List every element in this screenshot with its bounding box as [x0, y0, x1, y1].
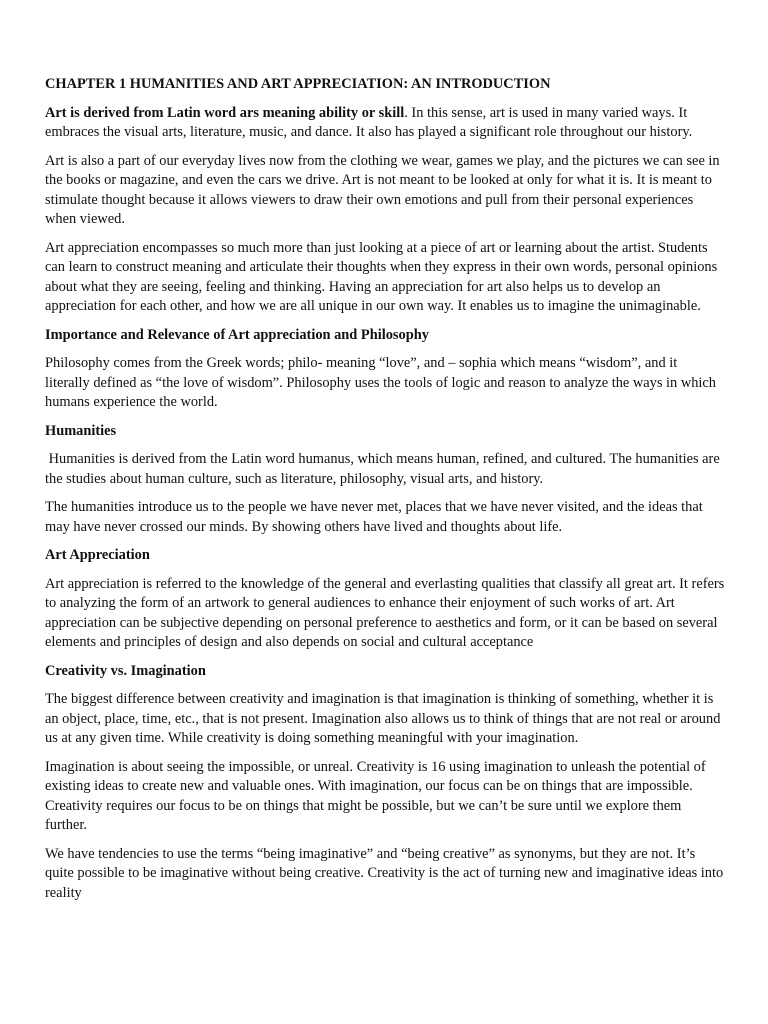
- intro-bold-lead: Art is derived from Latin word ars meaning ability or skill: [45, 104, 405, 121]
- heading-importance: Importance and Relevance of Art appreciation and Philosophy: [45, 326, 429, 343]
- paragraph-humanities-1: Humanities is derived from the Latin word humanus, which means human, refined, and cultured. The humanities are the studies about human culture, such as literature, philosophy, visual arts, and history.: [45, 451, 724, 487]
- heading-humanities: Humanities: [45, 422, 117, 439]
- paragraph-art-everyday: Art is also a part of our everyday lives now from the clothing we wear, games we play, and the pictures we can see in the books or magazine, and even the cars we drive. Art is not meant to be looked at only for what it is. It is meant to stimulate thought because it allows viewers to draw their own emotions and pull from their personal experiences when viewed.: [45, 152, 720, 227]
- intro-rest: . In this sense, art is used in many varied ways. It embraces the visual arts, literature, music, and dance. It also has played a significant role throughout our history.: [45, 104, 693, 140]
- document-body: [45, 75, 725, 912]
- paragraph-creativity-3: We have tendencies to use the terms “being imaginative” and “being creative” as synonyms, but they are not. It’s quite possible to be imaginative without being creative. Creativity is the act of turning new and imaginative ideas into reality: [45, 845, 724, 901]
- paragraph-creativity-1: The biggest difference between creativity and imagination is that imagination is thinking of something, whether it is an object, place, time, etc., that is not present. Imagination also allows us to think of things that are not real or around us at any given time. While creativity is doing something meaningful with your imagination.: [45, 691, 721, 746]
- paragraph-art-appreciation: Art appreciation is referred to the knowledge of the general and everlasting qualities that classify all great art. It refers to analyzing the form of an artwork to general audiences to enhance their enjoyment of such works of art. Art appreciation can be subjective depending on personal preference to aesthetics and form, or it can be based on several elements and principles of design and also depends on social and cultural acceptance: [45, 575, 725, 650]
- heading-creativity: Creativity vs. Imagination: [45, 662, 206, 679]
- chapter-title: CHAPTER 1 HUMANITIES AND ART APPRECIATION: AN INTRODUCTION: [45, 76, 551, 92]
- paragraph-philosophy: Philosophy comes from the Greek words; philo- meaning “love”, and – sophia which means “wisdom”, and it literally defined as “the love of wisdom”. Philosophy uses the tools of logic and reason to analyze the ways in which humans experience the world.: [45, 355, 717, 410]
- intro-paragraph: [45, 104, 725, 143]
- paragraph-humanities-2: The humanities introduce us to the people we have never met, places that we have never visited, and the ideas that may have never crossed our minds. By showing others have lived and thoughts about life.: [45, 499, 703, 535]
- paragraph-art-appreciation-intro: Art appreciation encompasses so much more than just looking at a piece of art or learning about the artist. Students can learn to construct meaning and articulate their thoughts when they express in their own words, personal opinions about what they are seeing, feeling and thinking. Having an appreciation for art also helps us to develop an appreciation for each other, and how we are all unique in our own way. It enables us to imagine the unimaginable.: [45, 239, 718, 314]
- paragraph-creativity-2: Imagination is about seeing the impossible, or unreal. Creativity is 16 using imagination to unleash the potential of existing ideas to create new and valuable ones. With imagination, our focus can be on things that are impossible. Creativity requires our focus to be on things that might be possible, but we can’t be sure until we explore them further.: [45, 758, 706, 833]
- heading-art-appreciation: Art Appreciation: [45, 547, 150, 563]
